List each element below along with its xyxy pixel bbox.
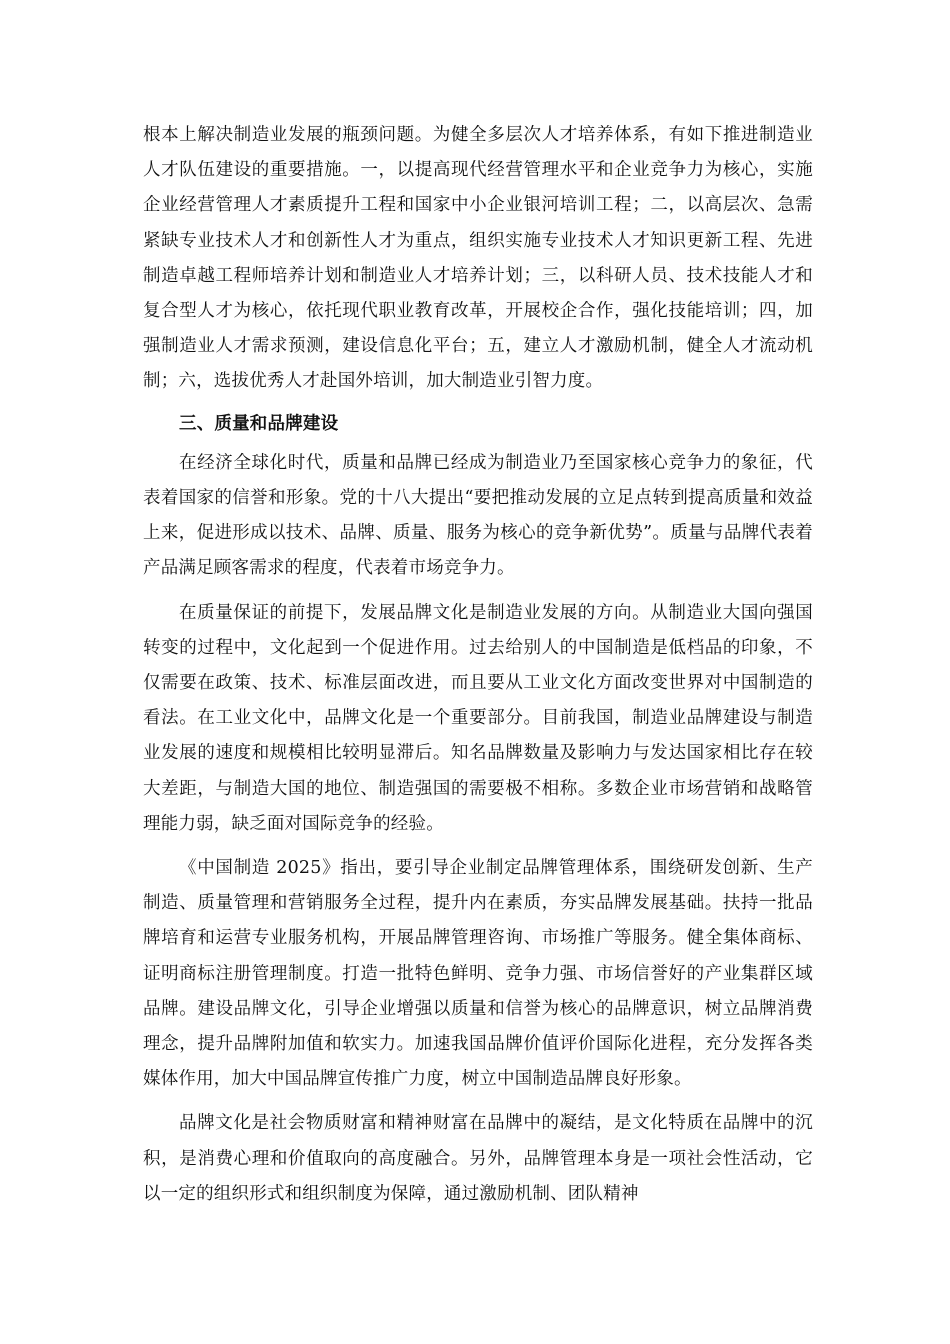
document-page xyxy=(143,118,813,1212)
paragraph-quality-brand: 在经济全球化时代，质量和品牌已经成为制造业乃至国家核心竞争力的象征，代表着国家的信誉和形象。党的十八大提出“要把推动发展的立足点转到提高质量和效益上来，促进形成以技术、品牌、质量、服务为核心的竞争新优势”。质量与品牌代表着产品满足顾客需求的程度，代表着市场竞争力。 xyxy=(143,452,813,579)
section-heading: 三、质量和品牌建设 xyxy=(179,413,339,434)
paragraph-talent-measures: 根本上解决制造业发展的瓶颈问题。为健全多层次人才培养体系，有如下推进制造业人才队伍建设的重要措施。一，以提高现代经营管理水平和企业竞争力为核心，实施企业经营管理人才素质提升工程和国家中小企业银河培训工程；二，以高层次、急需紧缺专业技术人才和创新性人才为重点，组织实施专业技术人才知识更新工程、先进制造卓越工程师培养计划和制造业人才培养计划；三，以科研人员、技术技能人才和复合型人才为核心，依托现代职业教育改革，开展校企合作，强化技能培训；四，加强制造业人才需求预测，建设信息化平台；五，建立人才激励机制，健全人才流动机制；六，选拔优秀人才赴国外培训，加大制造业引智力度。 xyxy=(143,125,813,392)
paragraph-made-in-china-2025: 《中国制造 2025》指出，要引导企业制定品牌管理体系，围绕研发创新、生产制造、质量管理和营销服务全过程，提升内在素质，夯实品牌发展基础。扶持一批品牌培育和运营专业服务机构，开展品牌管理咨询、市场推广等服务。健全集体商标、证明商标注册管理制度。打造一批特色鲜明、竞争力强、市场信誉好的产业集群区域品牌。建设品牌文化，引导企业增强以质量和信誉为核心的品牌意识，树立品牌消费理念，提升品牌附加值和软实力。加速我国品牌价值评价国际化进程，充分发挥各类媒体作用，加大中国品牌宣传推广力度，树立中国制造品牌良好形象。 xyxy=(143,858,813,1090)
paragraph-brand-culture: 在质量保证的前提下，发展品牌文化是制造业发展的方向。从制造业大国向强国转变的过程中，文化起到一个促进作用。过去给别人的中国制造是低档品的印象，不仅需要在政策、技术、标准层面改进，而且要从工业文化方面改变世界对中国制造的看法。在工业文化中，品牌文化是一个重要部分。目前我国，制造业品牌建设与制造业发展的速度和规模相比较明显滞后。知名品牌数量及影响力与发达国家相比存在较大差距，与制造大国的地位、制造强国的需要极不相称。多数企业市场营销和战略管理能力弱，缺乏面对国际竞争的经验。 xyxy=(143,602,813,834)
paragraph-brand-culture-definition: 品牌文化是社会物质财富和精神财富在品牌中的凝结，是文化特质在品牌中的沉积，是消费心理和价值取向的高度融合。另外，品牌管理本身是一项社会性活动，它以一定的组织形式和组织制度为保障，通过激励机制、团队精神 xyxy=(143,1113,813,1204)
